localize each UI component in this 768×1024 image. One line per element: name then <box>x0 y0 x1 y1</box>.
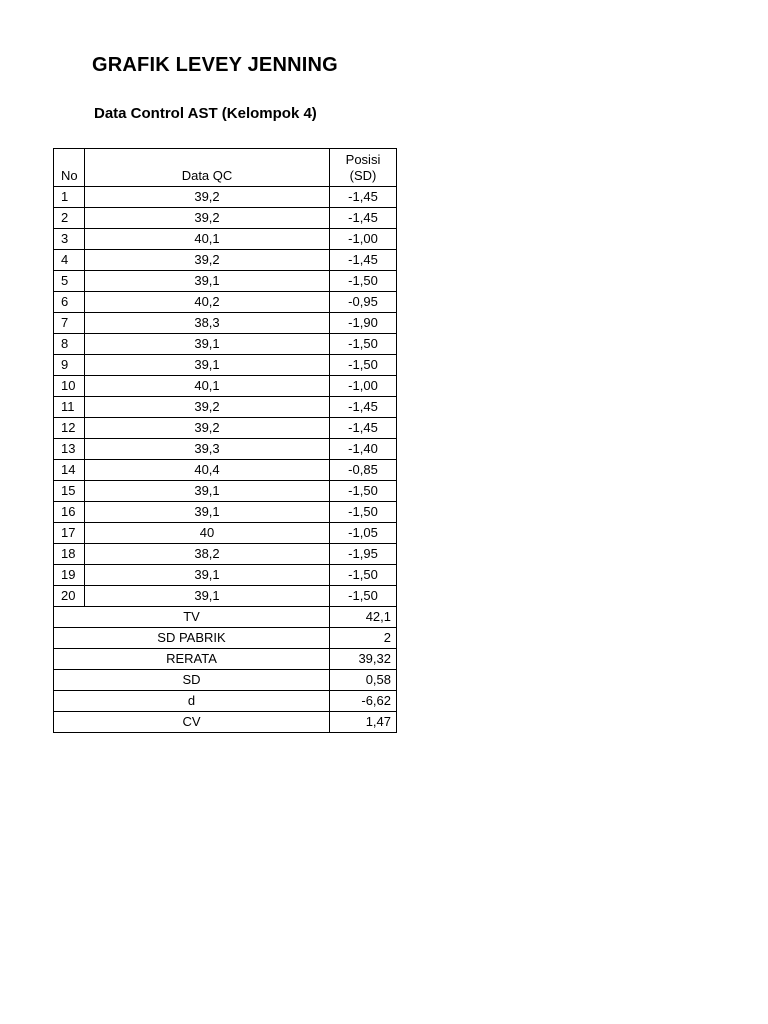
row-data-qc-cell: 38,2 <box>85 544 330 565</box>
table-row <box>54 313 397 334</box>
row-data-qc-cell: 39,2 <box>85 187 330 208</box>
row-data-qc-cell: 40,2 <box>85 292 330 313</box>
row-posisi-cell: -1,45 <box>330 397 397 418</box>
summary-label-cell: SD PABRIK <box>54 628 330 649</box>
table-row <box>54 187 397 208</box>
row-no-cell: 5 <box>54 271 85 292</box>
row-no-cell: 7 <box>54 313 85 334</box>
table-row <box>54 355 397 376</box>
row-no-cell: 8 <box>54 334 85 355</box>
row-posisi-cell: -1,50 <box>330 355 397 376</box>
summary-row <box>54 628 397 649</box>
row-data-qc-cell: 39,1 <box>85 565 330 586</box>
summary-row <box>54 670 397 691</box>
row-no-cell: 3 <box>54 229 85 250</box>
row-data-qc-cell: 39,2 <box>85 397 330 418</box>
table-row <box>54 376 397 397</box>
table-row <box>54 229 397 250</box>
row-no-cell: 11 <box>54 397 85 418</box>
row-posisi-cell: -1,40 <box>330 439 397 460</box>
table-row <box>54 334 397 355</box>
row-data-qc-cell: 39,1 <box>85 481 330 502</box>
row-posisi-cell: -1,50 <box>330 565 397 586</box>
summary-label-cell: RERATA <box>54 649 330 670</box>
row-posisi-cell: -1,50 <box>330 271 397 292</box>
table-header-row <box>54 149 397 187</box>
header-no: No <box>54 149 85 187</box>
row-no-cell: 9 <box>54 355 85 376</box>
table-row <box>54 292 397 313</box>
summary-value-cell: 1,47 <box>330 712 397 733</box>
summary-value-cell: 2 <box>330 628 397 649</box>
row-posisi-cell: -1,50 <box>330 586 397 607</box>
header-posisi <box>330 149 397 187</box>
row-no-cell: 14 <box>54 460 85 481</box>
row-data-qc-cell: 39,2 <box>85 208 330 229</box>
row-data-qc-cell: 39,2 <box>85 250 330 271</box>
row-data-qc-cell: 40,1 <box>85 376 330 397</box>
summary-value-cell: -6,62 <box>330 691 397 712</box>
row-posisi-cell: -1,45 <box>330 187 397 208</box>
page-title: GRAFIK LEVEY JENNING <box>92 54 338 76</box>
table-row <box>54 397 397 418</box>
row-no-cell: 6 <box>54 292 85 313</box>
row-data-qc-cell: 38,3 <box>85 313 330 334</box>
summary-label-cell: TV <box>54 607 330 628</box>
table-row <box>54 502 397 523</box>
row-no-cell: 2 <box>54 208 85 229</box>
summary-row <box>54 712 397 733</box>
row-no-cell: 10 <box>54 376 85 397</box>
row-posisi-cell: -1,00 <box>330 376 397 397</box>
row-posisi-cell: -1,45 <box>330 208 397 229</box>
row-posisi-cell: -1,95 <box>330 544 397 565</box>
qc-data-table <box>53 148 397 733</box>
table-row <box>54 418 397 439</box>
row-posisi-cell: -1,50 <box>330 481 397 502</box>
page-subtitle: Data Control AST (Kelompok 4) <box>94 105 317 122</box>
row-posisi-cell: -1,00 <box>330 229 397 250</box>
table-row <box>54 481 397 502</box>
row-no-cell: 17 <box>54 523 85 544</box>
row-no-cell: 12 <box>54 418 85 439</box>
summary-label-cell: CV <box>54 712 330 733</box>
row-data-qc-cell: 39,1 <box>85 355 330 376</box>
row-posisi-cell: -0,95 <box>330 292 397 313</box>
summary-value-cell: 39,32 <box>330 649 397 670</box>
row-posisi-cell: -1,90 <box>330 313 397 334</box>
header-posisi-line2: (SD) <box>349 168 377 183</box>
table-row <box>54 523 397 544</box>
row-no-cell: 19 <box>54 565 85 586</box>
table-row <box>54 460 397 481</box>
row-no-cell: 13 <box>54 439 85 460</box>
row-posisi-cell: -1,50 <box>330 334 397 355</box>
table-row <box>54 544 397 565</box>
table-row <box>54 565 397 586</box>
row-data-qc-cell: 39,1 <box>85 271 330 292</box>
header-posisi-line1: Posisi <box>345 152 381 167</box>
summary-row <box>54 691 397 712</box>
row-data-qc-cell: 40,4 <box>85 460 330 481</box>
row-data-qc-cell: 39,2 <box>85 418 330 439</box>
row-data-qc-cell: 39,1 <box>85 334 330 355</box>
table-row <box>54 250 397 271</box>
row-no-cell: 18 <box>54 544 85 565</box>
summary-label-cell: SD <box>54 670 330 691</box>
row-data-qc-cell: 39,1 <box>85 586 330 607</box>
table-row <box>54 271 397 292</box>
table-row <box>54 208 397 229</box>
row-no-cell: 20 <box>54 586 85 607</box>
summary-label-cell: d <box>54 691 330 712</box>
row-posisi-cell: -0,85 <box>330 460 397 481</box>
row-posisi-cell: -1,50 <box>330 502 397 523</box>
row-posisi-cell: -1,05 <box>330 523 397 544</box>
summary-value-cell: 42,1 <box>330 607 397 628</box>
row-no-cell: 15 <box>54 481 85 502</box>
table-row <box>54 439 397 460</box>
row-data-qc-cell: 39,1 <box>85 502 330 523</box>
table-row <box>54 586 397 607</box>
summary-value-cell: 0,58 <box>330 670 397 691</box>
row-data-qc-cell: 39,3 <box>85 439 330 460</box>
row-no-cell: 1 <box>54 187 85 208</box>
row-data-qc-cell: 40 <box>85 523 330 544</box>
row-data-qc-cell: 40,1 <box>85 229 330 250</box>
row-no-cell: 4 <box>54 250 85 271</box>
summary-row <box>54 607 397 628</box>
row-no-cell: 16 <box>54 502 85 523</box>
row-posisi-cell: -1,45 <box>330 418 397 439</box>
header-data-qc: Data QC <box>85 149 330 187</box>
summary-row <box>54 649 397 670</box>
row-posisi-cell: -1,45 <box>330 250 397 271</box>
